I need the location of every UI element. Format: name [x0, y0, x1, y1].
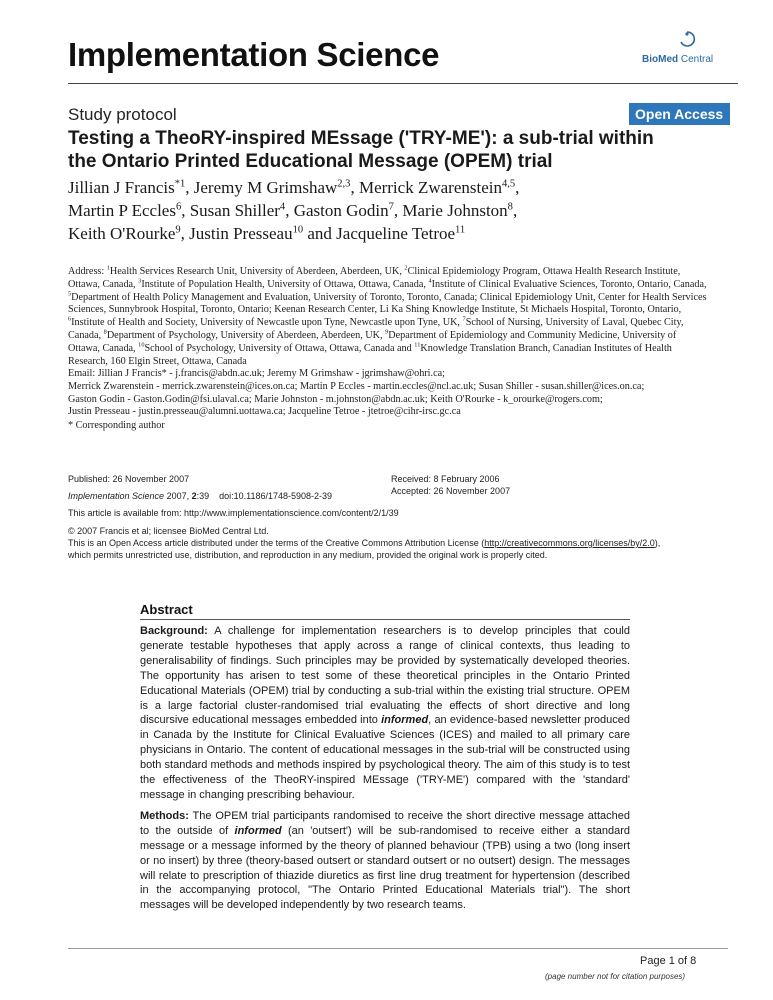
- author-affiliation-marker: *1: [174, 178, 186, 190]
- affiliation-text: Department of Psychology, University of Aberdeen, Aberdeen, UK,: [106, 329, 386, 341]
- affiliation-marker: 1: [106, 264, 110, 272]
- article-title-line-2: the Ontario Printed Educational Message (OPEM) trial: [68, 151, 553, 172]
- author-affiliation-marker: 6: [175, 201, 182, 213]
- affiliation-text: Department of Epidemiology and Community Medicine, University of Ottawa, Canada,: [68, 329, 677, 354]
- article-title: [68, 127, 748, 173]
- affiliation-text: Clinical Epidemiology Program, Ottawa Health Research Institute, Ottawa, Canada,: [68, 266, 681, 290]
- affiliation-text: School of Psychology, University of Ottawa, Ottawa, Canada and: [144, 342, 415, 354]
- affiliation-text: Health Services Research Unit, University of Aberdeen, Aberdeen, UK,: [109, 266, 405, 277]
- abstract-background: [140, 624, 630, 803]
- methods-text: The OPEM trial participants randomised to receive the short directive message attached to the outside of: [140, 809, 630, 837]
- footer-divider: [68, 948, 728, 949]
- citation: [68, 491, 332, 501]
- citation-doi: :39 doi:10.1186/1748-5908-2-39: [196, 491, 333, 501]
- journal-title: Implementation Science: [68, 36, 440, 73]
- author-name: Keith O'Rourke: [68, 224, 176, 243]
- author-list: [68, 176, 748, 245]
- author-name: Merrick Zwarenstein: [358, 178, 502, 197]
- received-date: Received: 8 February 2006: [391, 474, 500, 484]
- author-affiliation-marker: 4,5: [501, 178, 516, 190]
- license-text-end: ),: [654, 538, 661, 548]
- biomed-central-logo: [632, 30, 742, 70]
- citation-year: 2007,: [164, 491, 192, 501]
- author-name: Jeremy M Grimshaw: [193, 178, 338, 197]
- affiliation-marker: 6: [68, 315, 72, 323]
- affiliation-text: School of Nursing, University of Laval, Quebec City, Canada,: [68, 317, 684, 341]
- citation-volume: 2: [191, 491, 197, 501]
- author-separator: ,: [185, 178, 194, 197]
- citation-journal: Implementation Science: [68, 491, 165, 501]
- author-separator: ,: [512, 201, 518, 220]
- author-name: Susan Shiller: [189, 201, 280, 220]
- publisher-logo-icon: [678, 30, 696, 48]
- background-label: Background:: [140, 625, 208, 637]
- email-line[interactable]: Email: Jillian J Francis* - j.francis@abdn.ac.uk; Jeremy M Grimshaw - jgrimshaw@ohri.ca;: [68, 368, 445, 379]
- header-divider: [68, 83, 738, 84]
- affiliation-marker: 8: [103, 328, 107, 336]
- author-separator: ,: [180, 224, 190, 243]
- author-separator: ,: [393, 201, 403, 220]
- corresponding-author-note: * Corresponding author: [68, 420, 165, 431]
- section-type: Study protocol: [68, 105, 177, 124]
- affiliation-marker: 11: [414, 341, 421, 349]
- affiliation-text: Institute of Health and Society, University of Newcastle upon Tyne, Newcastle upon Tyne, UK,: [71, 317, 463, 329]
- author-name: Jacqueline Tetroe: [336, 224, 456, 243]
- abstract-heading: Abstract: [140, 602, 193, 617]
- methods-label: Methods:: [140, 809, 189, 822]
- author-affiliation-marker: 8: [507, 201, 513, 213]
- affiliation-marker: 9: [385, 328, 389, 336]
- license-text: This is an Open Access article distributed under the terms of the Creative Commons Attribution License (: [68, 538, 485, 548]
- author-separator: ,: [515, 178, 520, 197]
- abstract-section: [140, 602, 630, 919]
- background-text: A challenge for implementation researchers is to develop principles that could generate testable hypotheses that apply across a range of clinical contexts, thus leading to generalisability of findings. Such principles may be provided by systematically developed theories. The opportunity has arisen to test some of these theoretical principles in the Ontario Printed Educational Materials (OPEM) trial by conducting a sub-trial within the existing trial structure. OPEM is a large factorial cluster-randomised trial evaluating the effects of short directive and long discursive educational messages embedded into: [140, 625, 630, 727]
- email-line[interactable]: Merrick Zwarenstein - merrick.zwarenstein@ices.on.ca; Martin P Eccles - martin.eccles@ncl.ac.uk; Susan Shiller - susan.shiller@ices.on.ca;: [68, 380, 645, 392]
- affiliation-marker: 7: [462, 315, 466, 323]
- author-affiliation-marker: 2,3: [337, 178, 351, 190]
- author-name: Gaston Godin: [293, 201, 389, 220]
- author-separator: ,: [285, 201, 294, 220]
- page-number: Page 1 of 8: [640, 955, 697, 967]
- abstract-methods: [140, 809, 630, 913]
- accepted-date: Accepted: 26 November 2007: [391, 486, 511, 496]
- author-affiliation-marker: 9: [175, 224, 181, 236]
- affiliations: [68, 266, 708, 368]
- author-name: Jillian J Francis: [68, 178, 175, 197]
- open-access-badge: Open Access: [629, 103, 730, 125]
- affiliation-marker: 2: [404, 264, 408, 272]
- license-terms: which permits unrestricted use, distribution, and reproduction in any medium, provided the original work is properly cited.: [68, 550, 548, 560]
- affiliation-marker: 4: [428, 277, 432, 285]
- author-affiliation-marker: 10: [292, 224, 304, 236]
- affiliation-text: Department of Health Policy Management and Evaluation, University of Toronto, Toronto, Canada; Clinical Epidemiology Unit, Center for Health Services Sciences, Sunnybrook Hospital, Toronto, Ontario; Keenan Research Center, Li Ka Shing Knowledge Institute, St Michaels Hospital, Toronto, Ontario,: [68, 291, 707, 316]
- author-emails: [68, 368, 708, 419]
- logo-text-biomed: BioMed: [642, 54, 679, 65]
- author-name: Marie Johnston: [402, 201, 508, 220]
- affiliation-marker: 5: [68, 290, 72, 298]
- author-name: Justin Presseau: [189, 224, 293, 243]
- published-date: Published: 26 November 2007: [68, 474, 190, 484]
- author-separator: ,: [350, 178, 359, 197]
- email-line[interactable]: Justin Presseau - justin.presseau@alumni.uottawa.ca; Jacqueline Tetroe - jtetroe@cihr-irsc.gc.ca: [68, 406, 461, 418]
- author-conjunction: and: [303, 224, 337, 243]
- background-text-cont: , an evidence-based newsletter produced in Canada by the Institute for Clinical Evaluative Sciences (ICES) and mailed to all primary care physicians in Ontario. The content of educational messages in the sub-trial will be constructed using both standard methods and methods inspired by psychological theory. The aim of this study is to test the effectiveness of the TheoRY-inspired MEssage ('TRY-ME') compared with the 'standard' message in changing prescribing behaviour.: [140, 714, 630, 801]
- background-emphasis: informed: [381, 714, 429, 727]
- affiliation-marker: 3: [138, 277, 142, 285]
- author-name: Martin P Eccles: [68, 201, 176, 220]
- author-separator: ,: [181, 201, 190, 220]
- article-title-line-1: Testing a TheoRY-inspired MEssage ('TRY-ME'): a sub-trial within: [68, 128, 654, 149]
- methods-emphasis: informed: [234, 824, 282, 837]
- license-notice: [68, 538, 748, 548]
- affiliation-text: Knowledge Translation Branch, Canadian Institutes of Health Research, 160 Elgin Street, Ottawa, Canada: [68, 342, 672, 367]
- affiliation-text: Institute of Clinical Evaluative Sciences, Toronto, Ontario, Canada,: [431, 278, 707, 290]
- affiliation-marker: 10: [138, 341, 145, 349]
- affiliation-text: Institute of Population Health, University of Ottawa, Ottawa, Canada,: [141, 278, 429, 290]
- article-url[interactable]: This article is available from: http://www.implementationscience.com/content/2/1/39: [68, 508, 399, 518]
- copyright-notice: © 2007 Francis et al; licensee BioMed Central Ltd.: [68, 526, 269, 536]
- author-affiliation-marker: 11: [455, 224, 466, 236]
- address-label: Address:: [68, 266, 107, 277]
- methods-text-cont: (an 'outsert') will be sub-randomised to receive either a standard message or a message informed by the theory of planned behaviour (TPB) using a two (long insert or no insert) by three (theory-based outsert or standard outsert or no outsert) design. The messages will relate to prescription of thiazide diuretics as first line drug treatment for hypertension (described in the accompanying protocol, "The Ontario Printed Educational Materials trial"). The short messages will be developed independently by two research teams.: [140, 824, 630, 912]
- email-line[interactable]: Gaston Godin - Gaston.Godin@fsi.ulaval.ca; Marie Johnston - m.johnston@abdn.ac.uk; Keith O'Rourke - k_orourke@rogers.com;: [68, 393, 603, 405]
- license-link[interactable]: http://creativecommons.org/licenses/by/2.0: [484, 538, 655, 548]
- logo-text-central: Central: [678, 54, 714, 65]
- author-affiliation-marker: 7: [388, 201, 394, 213]
- abstract-divider: [140, 619, 630, 620]
- page-number-note: (page number not for citation purposes): [545, 972, 686, 981]
- author-affiliation-marker: 4: [279, 201, 286, 213]
